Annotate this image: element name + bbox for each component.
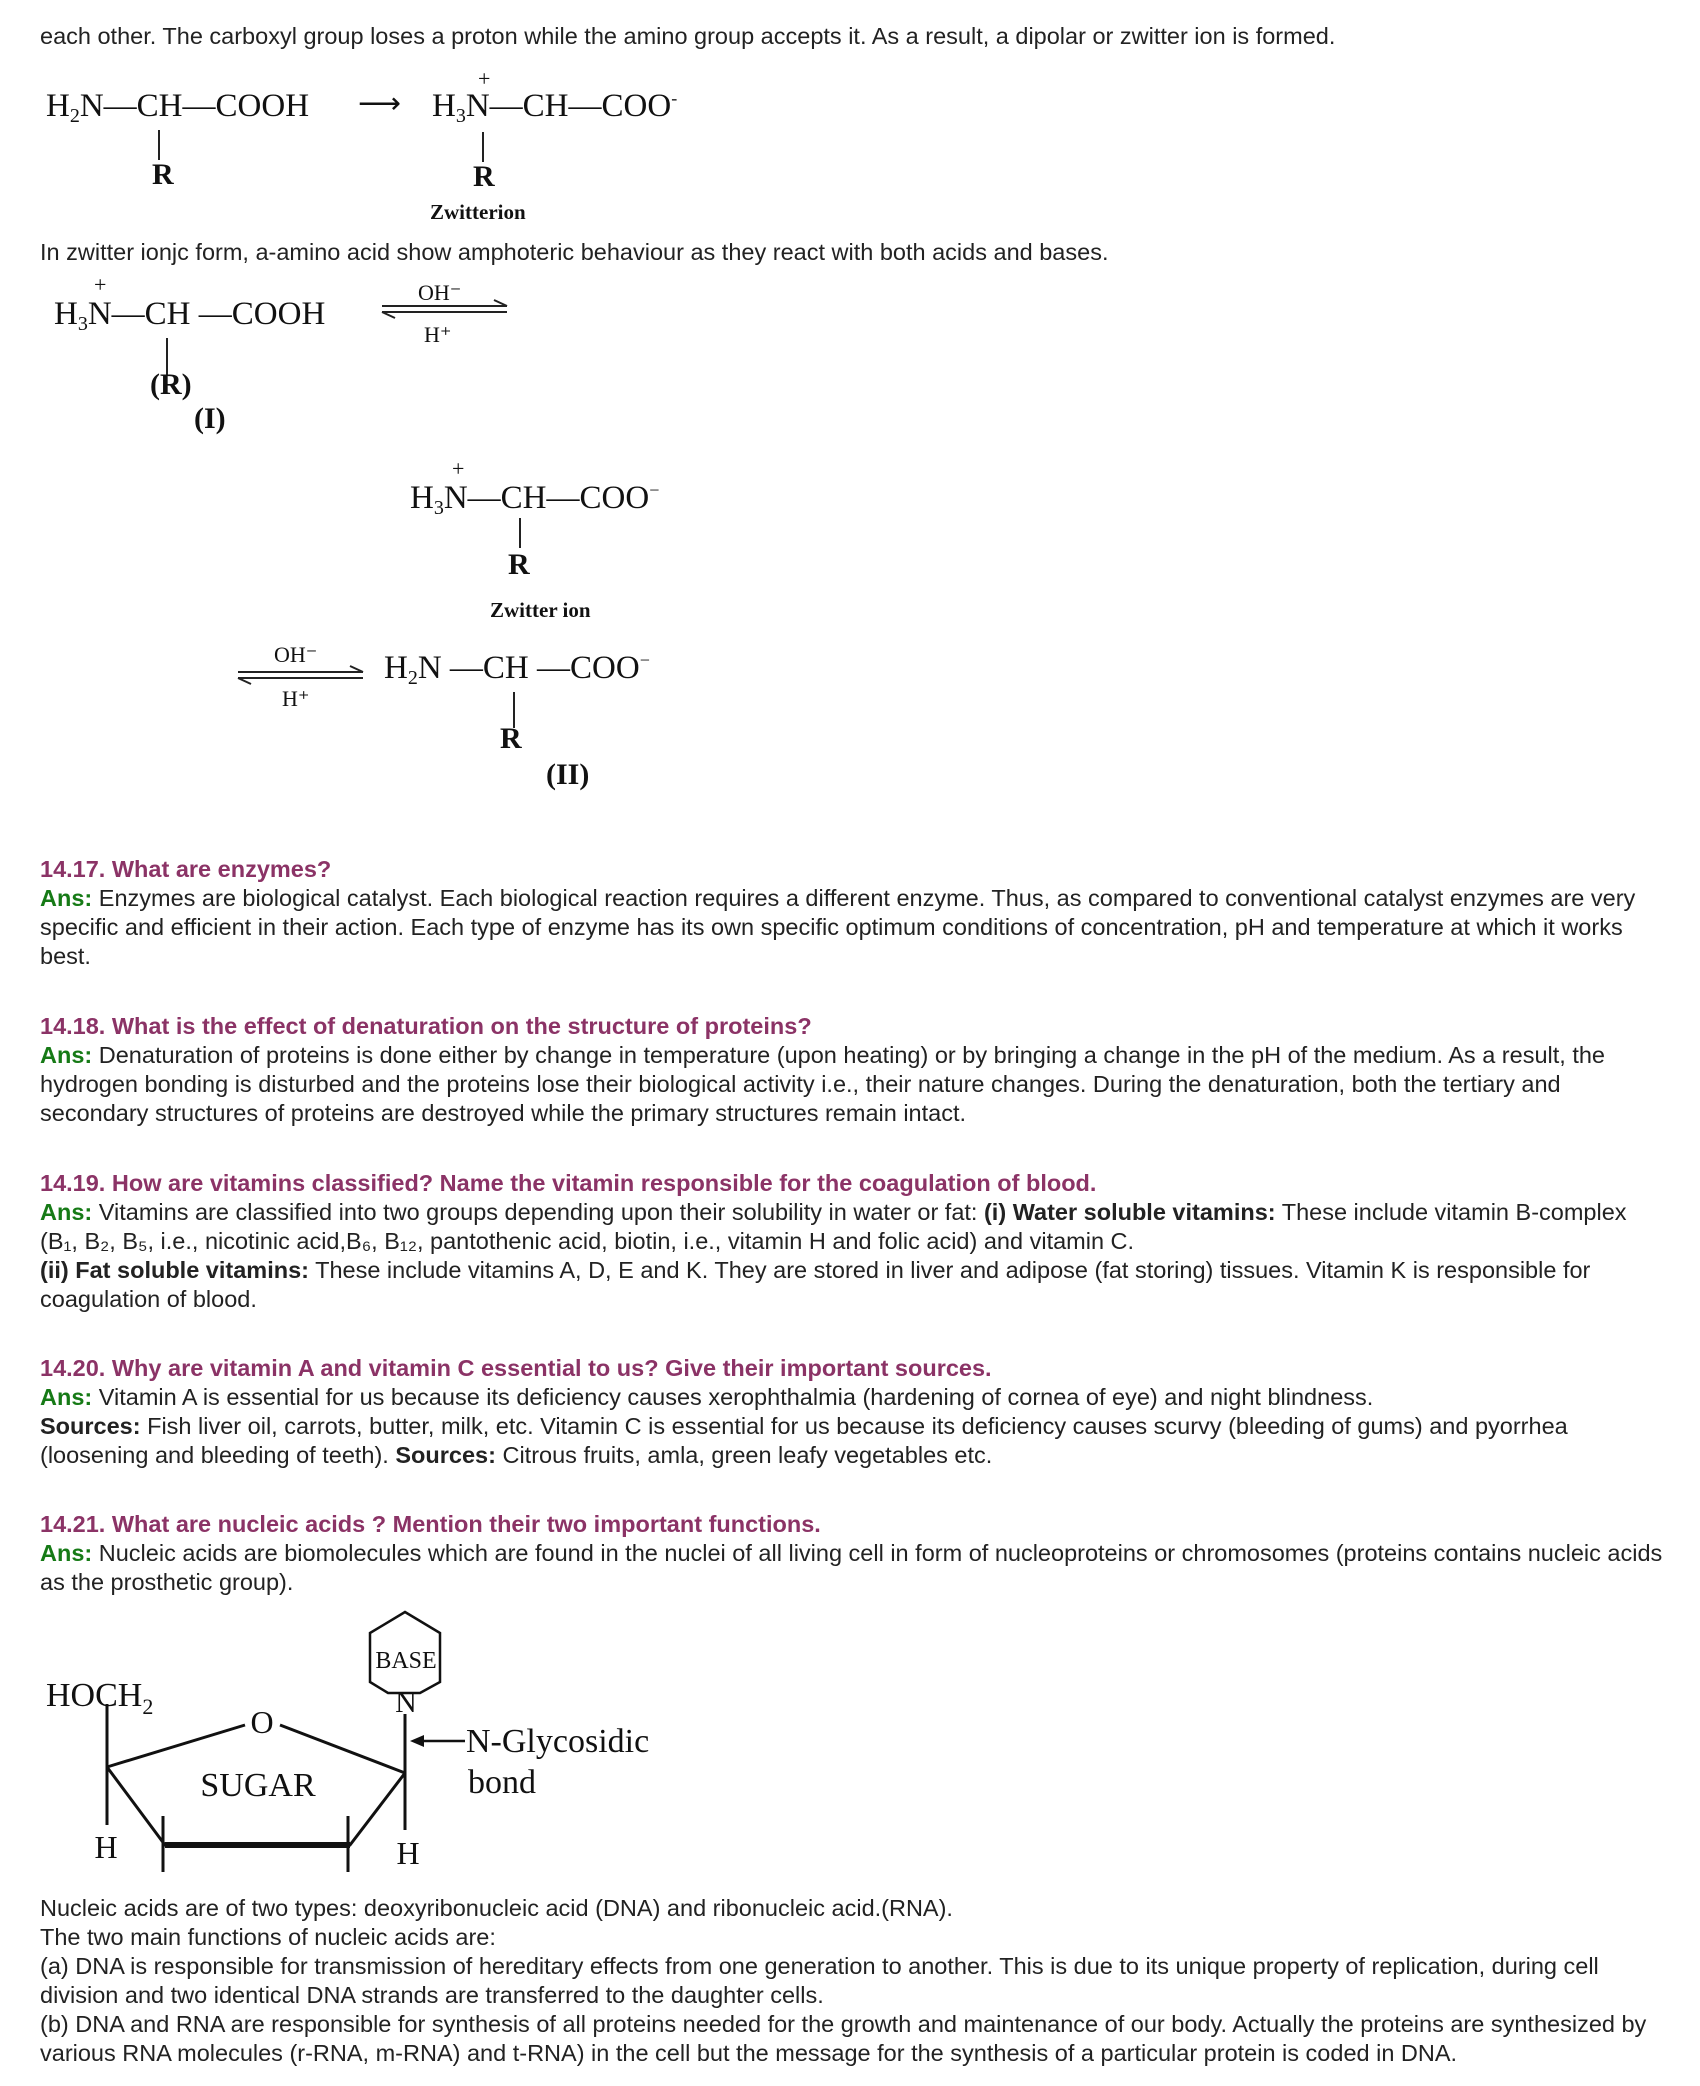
answer-body: Nucleic acids are biomolecules which are found in the nuclei of all living cell in form of nucleoproteins or chromosomes (proteins contains nucleic acids as the prosthetic group). [40, 1540, 1663, 1595]
sugar-label: SUGAR [200, 1767, 316, 1804]
cation-formula: $H_3N—CH$ —COOH [54, 296, 326, 335]
answer-body: Fish liver oil, carrots, butter, milk, etc. Vitamin C is essential for us because its deficiency causes scurvy (bleeding of gums) and pyorrhea (loosening and bleeding of teeth). [40, 1413, 1568, 1468]
hydrogen-left-label: H [94, 1829, 118, 1865]
anion-formula: $H_2N$ —CH —COO− [384, 650, 650, 689]
answer-body: These include vitamin B-complex (B₁, B₂, B₅, i.e., nicotinic acid,B₆, B₁₂, pantothenic acid, biotin, i.e., vitamin H and folic acid) and vitamin C. [40, 1199, 1627, 1254]
sources-label: Sources: [40, 1413, 141, 1439]
amphoteric-paragraph: In zwitter ionjc form, a-amino acid show amphoteric behaviour as they react with both acids and bases. [40, 239, 1109, 265]
intro-paragraph: each other. The carboxyl group loses a proton while the amino group accepts it. As a result, a dipolar or zwitter ion is formed. [40, 23, 1336, 49]
r-group: R [152, 158, 174, 191]
answer-body: Enzymes are biological catalyst. Each biological reaction requires a different enzyme. Thus, as compared to conventional catalyst enzymes are very specific and efficient in their action. Each type of enzyme has its own specific optimum conditions of concentration, pH and temperature at which it works best. [40, 885, 1636, 969]
question-title: 14.21. What are nucleic acids ? Mention their two important functions. [40, 1511, 821, 1537]
zwitter-ion-caption: Zwitter ion [490, 598, 591, 622]
arrow-label-bottom: H⁺ [282, 686, 310, 711]
hydrogen-right-label: H [396, 1835, 420, 1871]
answer-text [40, 1041, 1670, 1128]
positive-charge: + [452, 456, 465, 481]
arrow-label-bottom: H⁺ [424, 322, 452, 347]
ans-label: Ans: [40, 1384, 93, 1410]
bond-line [519, 518, 521, 548]
glycosidic-label: N-Glycosidic [466, 1723, 650, 1760]
positive-charge: + [478, 66, 491, 91]
bond-label: bond [468, 1764, 536, 1801]
r-group: (R) [150, 368, 192, 401]
arrow-label-top: OH⁻ [274, 642, 318, 667]
water-soluble-label: (i) Water soluble vitamins: [983, 1199, 1276, 1225]
bond-line [482, 132, 484, 162]
zwitterion-caption: Zwitterion [430, 200, 526, 224]
functions-intro: The two main functions of nucleic acids are: [40, 1924, 496, 1950]
question-title: 14.19. How are vitamins classified? Name the vitamin responsible for the coagulation of blood. [40, 1170, 1097, 1196]
nitrogen-label: N [395, 1686, 417, 1719]
arrow-left-icon [410, 1735, 424, 1747]
answer-text [40, 884, 1670, 971]
zwitterion-formula: $H_3N—CH—COO^-$ [410, 480, 660, 519]
reaction-arrow: ⟶ [358, 87, 402, 120]
question-title: 14.18. What is the effect of denaturation on the structure of proteins? [40, 1013, 812, 1039]
r-group: R [500, 722, 522, 755]
fat-soluble-label: (ii) Fat soluble vitamins: [40, 1257, 309, 1283]
answer-text [40, 1539, 1670, 1597]
arrow-label-top: OH⁻ [418, 280, 462, 305]
function-b: (b) DNA and RNA are responsible for synthesis of all proteins needed for the growth and maintenance of our body. Actually the proteins are synthesized by various RNA molecules (r-RNA, m-RNA) and t-RNA) in the cell but the message for the synthesis of a particular protein is coded in DNA. [40, 2011, 1647, 2066]
nucleic-acid-types: Nucleic acids are of two types: deoxyribonucleic acid (DNA) and ribonucleic acid.(RNA). [40, 1895, 953, 1921]
product-formula: $H_3N—CH—COO^-$ [432, 88, 678, 127]
compound-id-1: (I) [194, 402, 226, 435]
function-a: (a) DNA is responsible for transmission of hereditary effects from one generation to another. This is due to its unique property of replication, during cell division and two identical DNA strands are transferred to the daughter cells. [40, 1953, 1599, 2008]
answer-text [40, 1383, 1670, 1470]
answer-body: Denaturation of proteins is done either by change in temperature (upon heating) or by bringing a change in the pH of the medium. As a result, the hydrogen bonding is disturbed and the proteins lose their biological activity i.e., their nature changes. During the denaturation, both the tertiary and secondary structures of proteins are destroyed while the primary structures remain intact. [40, 1042, 1605, 1126]
ans-label: Ans: [40, 885, 93, 911]
answer-body: Vitamin A is essential for us because its deficiency causes xerophthalmia (hardening of cornea of eye) and night blindness. [92, 1384, 1374, 1410]
bond-line [158, 130, 160, 160]
question-title: 14.17. What are enzymes? [40, 856, 332, 882]
positive-charge: + [94, 272, 107, 297]
reactant-formula: $H_2N—CH—COOH$ [46, 88, 310, 127]
answer-body: Vitamins are classified into two groups depending upon their solubility in water or fat: [92, 1199, 984, 1225]
ans-label: Ans: [40, 1042, 93, 1068]
r-group: R [473, 160, 495, 193]
equilibrium-arrow-icon [238, 666, 368, 686]
base-label: BASE [375, 1648, 437, 1674]
nucleoside-diagram [0, 1600, 700, 1900]
sources-label: Sources: [395, 1442, 496, 1468]
question-title: 14.20. Why are vitamin A and vitamin C essential to us? Give their important sources. [40, 1355, 992, 1381]
compound-id-2: (II) [546, 758, 590, 791]
answer-body: Citrous fruits, amla, green leafy vegetables etc. [495, 1442, 993, 1468]
hoch2-label: $HOCH_2$ [46, 1677, 154, 1719]
answer-body: These include vitamins A, D, E and K. They are stored in liver and adipose (fat storing) tissues. Vitamin K is responsible for coagulation of blood. [40, 1257, 1591, 1312]
ans-label: Ans: [40, 1199, 93, 1225]
ans-label: Ans: [40, 1540, 93, 1566]
ring-oxygen-label: O [250, 1704, 274, 1740]
answer-text [40, 1198, 1670, 1314]
r-group: R [508, 548, 530, 581]
